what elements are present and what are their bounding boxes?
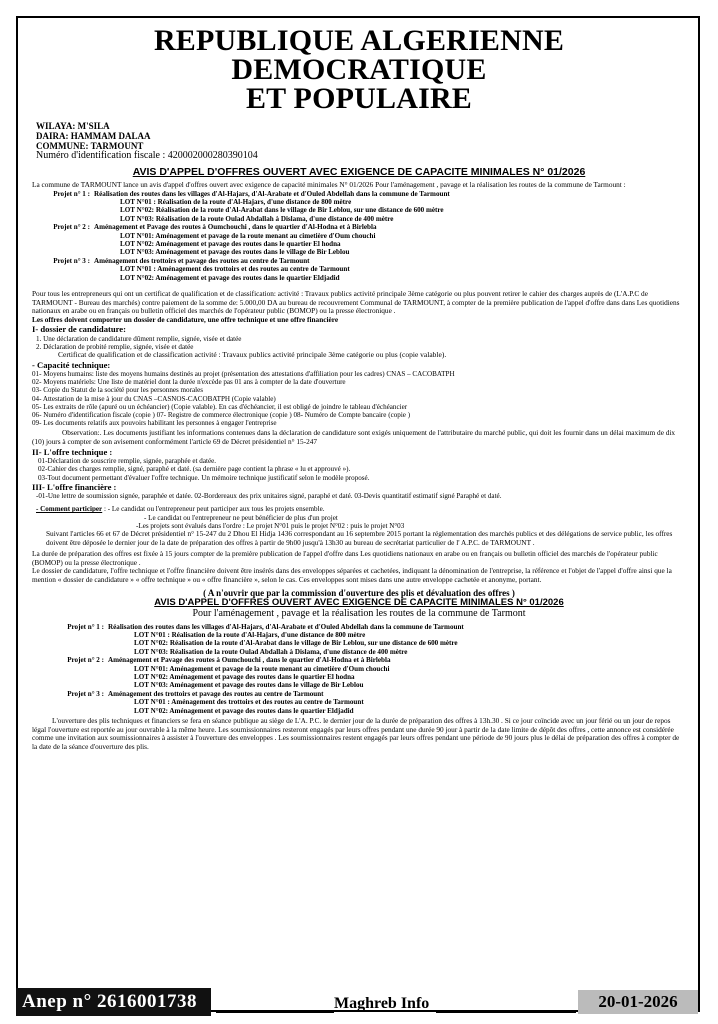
project-heading <box>32 223 686 231</box>
project-heading <box>32 257 686 265</box>
fiscal-id: Numéro d'identification fiscale : 420002000280390104 <box>36 150 258 161</box>
capacity-item: 02- Moyens matériels: Une liste de matériel dont la durée n'excède pas 01 ans à compter de la date d'ouverture <box>32 378 346 387</box>
capacity-item: 01- Moyens humains: liste des moyens humains destinés au projet (présentation des attestations d'affiliation pour les cadres) CNAS – CACOBATPH <box>32 370 455 379</box>
project-text: Aménagement des trottoirs et pavage des routes au centre de Tarmount <box>94 256 310 265</box>
commune: COMMUNE: TARMOUNT <box>36 141 144 151</box>
admin-info <box>36 121 686 161</box>
projects-list <box>32 190 686 282</box>
project-heading <box>32 690 686 698</box>
project-lot: LOT N°02: Aménagement et pavage des routes dans le quartier Eldjadid <box>120 273 340 282</box>
project-lot: LOT N°03: Réalisation de la route Oulad Abdallah à Dislama, d'une distance de 400 mètre <box>134 647 408 656</box>
commission-notice: ( A n'ouvrir que par la commission d'ouverture des plis et dévaluation des offres ) <box>203 587 515 598</box>
title-line-1: REPUBLIQUE ALGERIENNE DEMOCRATIQUE <box>153 24 565 86</box>
project-lot: LOT N°02: Aménagement et pavage des routes dans le quartier Eldjadid <box>134 706 354 715</box>
daira: DAIRA: HAMMAM DALAA <box>36 131 151 141</box>
financial-offer-items: -01-Une lettre de soumission signée, paraphée et datée. 02-Bordereaux des prix unitaires signé, paraphé et daté. 03-Devis quantitatif estimatif signé Paraphé et daté. <box>36 492 502 501</box>
project-label: Projet n° 1 : <box>67 622 104 631</box>
capacity-item: 05- Les extraits de rôle (apuré ou un échéancier) (Copie valable). En cas d'échéancier, il est obligé de joindre le tableau d'échéancier <box>32 402 408 411</box>
preparation-duration: La durée de préparation des offres est fixée à 15 jours compter de la première publication de l'appel d'offre dans Les quotidiens nationaux en arabe ou en français ou bulletin officiel des marchés de l'opérateur public (BOMOP) ou la presse électronique . <box>32 549 658 567</box>
participation-rule: - Le candidat ou l'entrepreneur ne peut bénéficier de plus d'un projet <box>144 513 338 522</box>
technical-offer-item: 02-Cahier des charges remplie, signé, paraphé et daté. (sa dernière page contient la phrase « lu et approuvé »). <box>38 465 351 474</box>
project-text: Aménagement et Pavage des routes à Oumchouchi , dans le quartier d'Al-Hodna et à Birlebla <box>108 656 391 665</box>
project-text: Réalisation des routes dans les villages d'Al-Hajars, d'Al-Arabate et d'Ouled Abdellah dans la commune de Tarmount <box>108 622 464 631</box>
capacity-item: 03- Copie du Statut de la société pour les personnes morales <box>32 386 203 395</box>
project-text: Réalisation des routes dans les villages d'Al-Hajars, d'Al-Arabate et d'Ouled Abdellah dans la commune de Tarmount <box>94 189 450 198</box>
project-lot: LOT N°03: Aménagement et pavage des routes dans le village de Bir Leblou <box>120 248 350 257</box>
envelopes-paragraph: Le dossier de candidature, l'offre technique et l'offre financière doivent être insérés dans des enveloppes séparées et cachetées, indiquant la dénomination de l'entreprise, la référence et l'objet de l'appel d'offre ainsi que la mention « dossier de candidature » « offre technique » ou « offre financière », selon le cas. Ces enveloppes sont mises dans une autre enveloppe cachetée et anonyme, portant. <box>32 566 672 585</box>
republic-title <box>32 26 686 113</box>
candidature-item: 1. Une déclaration de candidature dûment remplie, signée, visée et datée <box>36 334 242 343</box>
section-technical-offer: II- L'offre technique : <box>32 446 113 457</box>
project-lot: LOT N°01: Aménagement et pavage de la route menant au cimetière d'Oum chouchi <box>120 231 376 240</box>
project-lot: LOT N°01 : Aménagement des trottoirs et des routes au centre de Tarmount <box>120 265 350 274</box>
project-lot: LOT N°01 : Aménagement des trottoirs et des routes au centre de Tarmount <box>134 698 364 707</box>
section-financial-offer: III- L'offre financière : <box>32 481 117 492</box>
project-label: Projet n° 2 : <box>53 223 90 232</box>
candidature-item: 2. Déclaration de probité remplie, signée, visée et datée <box>36 343 194 352</box>
participation-rule: : - Le candidat ou l'entrepreneur peut participer aux tous les projets ensemble. <box>103 505 325 514</box>
publication-date: 20-01-2026 <box>578 990 698 1014</box>
footer-rule-left <box>216 1012 334 1013</box>
project-lot: LOT N°01 : Réalisation de la route d'Al-Hajars, d'une distance de 800 mètre <box>120 198 352 206</box>
offers-composition: Les offres doivent comporter un dossier de candidature, une offre technique et une offre financière <box>32 314 339 324</box>
title-line-2: ET POPULAIRE <box>245 82 473 115</box>
wilaya: WILAYA: M'SILA <box>36 121 110 131</box>
capacity-item: 09- Les documents relatifs aux pouvoirs habilitant les personnes à engager l'entreprise <box>32 419 277 428</box>
project-lot: LOT N°02: Réalisation de la route d'Al-Arabat dans le village de Bir Leblou, sur une distance de 600 mètre <box>120 206 444 215</box>
project-label: Projet n° 3 : <box>67 689 104 698</box>
participation-rule: -Les projets sont évalués dans l'ordre : Le projet N°01 puis le projet N°02 : puis le projet N°03 <box>136 521 405 530</box>
participation-paragraph: Pour tous les entrepreneurs qui ont un certificat de qualification et de classification: activité : Travaux publics activité principale 3ème catégorie ou plus pouvent retirer le cahier des charges auprès de (L'A.P.C de TARMOUNT - Bureau des marchés) contre paiement de la somme de: 5.000,00 DA au bureau de recouvrement Communal de TARMOUNT, à compter de la première publication de l'appel d'offre dans dans Les quotidiens nationaux en arabe ou en français ou bulletin officiel des marchés de l'opérateur public (BOMOP) ou la presse électronique . <box>32 289 680 316</box>
avis-intro: La commune de TARMOUNT lance un avis d'appel d'offres ouvert avec exigence de capacité minimales N° 01/2026 Pour l'aménagement , pavage et la réalisation les routes de la commune de Tarmount : <box>32 180 626 189</box>
project-heading <box>32 190 686 198</box>
articles-paragraph: Suivant l'articles 66 et 67 de Décret présidentiel n° 15-247 du 2 Dhou El Hidja 1436 correspondant au 16 septembre 2015 portant la réglementation des marchés publics et des délégations de service public, les offres doivent être déposée le dernier jour de la date de préparation des offres à partir de 9h00 jusqu'à 13h30 au bureau de secrétariat particulier de l' A.P.C. de TARMOUNT . <box>46 529 673 547</box>
newspaper-name: Maghreb Info <box>334 995 430 1012</box>
avis-title-repeat: AVIS D'APPEL D'OFFRES OUVERT AVEC EXIGENCE DE CAPACITE MINIMALES N° 01/2026 <box>154 596 564 608</box>
closing-paragraph: L'ouverture des plis techniques et financiers se fera en séance publique au siège de L'A. P.C. le dernier jour de la durée de préparation des offres à 13h.30 . Si ce jour coïncide avec un jour férié ou un jour de repos légal l'ouverture est reportée au jour ouvrable à la même heure. Les soumissionnaires resteront engagés par leurs offres pendant une durée 90 jour à partir de la date limite de dépôt des offres , cette annonce est considérée comme une invitation aux soumissionnaires à assister à l'ouverture des enveloppes . Les soumissionnaires restent engagés par leurs offres pendant une période de 90 jours plus le délai de préparation des offres à compter de la date de la séance d'ouverture des plis. <box>32 716 680 751</box>
section-technical-capacity: - Capacité technique: <box>32 359 111 370</box>
capacity-item: 04- Attestation de la mise à jour du CNAS –CASNOS-CACOBATPH (Copie valable) <box>32 394 276 403</box>
capacity-item: 06- Numéro d'identification fiscale (copie ) 07- Registre de commerce électronique (copie ) 08- Numéro de Compte bancaire (copie ) <box>32 411 411 420</box>
project-label: Projet n° 3 : <box>53 256 90 265</box>
project-label: Projet n° 1 : <box>53 189 90 198</box>
project-heading <box>32 623 686 631</box>
project-label: Projet n° 2 : <box>67 656 104 665</box>
anep-number: Anep n° 2616001738 <box>16 988 211 1016</box>
project-lot: LOT N°03: Réalisation de la route Oulad Abdallah à Dislama, d'une distance de 400 mètre <box>120 214 394 223</box>
technical-offer-item: 03-Tout document permettant d'évaluer l'offre technique. Un mémoire technique justificatif selon le modèle proposé. <box>38 473 370 482</box>
project-heading <box>32 656 686 664</box>
section-candidature: I- dossier de candidature: <box>32 324 126 335</box>
observation: Observation:. Les documents justifiant les informations contenues dans la déclaration de candidature sont exigés uniquement de l'attributaire du marché public, qui doit les fournir dans un délai maximum de dix (10) jours à compter de son avisement conformément l'article 69 de Décret présidentiel n° 15-247 <box>32 428 676 447</box>
project-lot: LOT N°01 : Réalisation de la route d'Al-Hajars, d'une distance de 800 mètre <box>134 631 366 640</box>
project-text: Aménagement et Pavage des routes à Oumchouchi , dans le quartier d'Al-Hodna et à Birlebla <box>94 223 377 232</box>
project-lot: LOT N°03: Aménagement et pavage des routes dans le village de Bir Leblou <box>134 681 364 690</box>
project-lot: LOT N°01: Aménagement et pavage de la route menant au cimetière d'Oum chouchi <box>134 664 390 673</box>
avis-subtitle-repeat: Pour l'aménagement , pavage et la réalisation les routes de la commune de Tarmont <box>192 607 526 619</box>
project-lot: LOT N°02: Réalisation de la route d'Al-Arabat dans le village de Bir Leblou, sur une distance de 600 mètre <box>134 639 458 648</box>
technical-offer-item: 01-Déclaration de souscrire remplie, signée, paraphée et datée. <box>38 457 217 466</box>
how-to-participate <box>32 505 686 513</box>
project-lot: LOT N°02: Aménagement et pavage des routes dans le quartier El hodna <box>120 240 341 249</box>
avis-title: AVIS D'APPEL D'OFFRES OUVERT AVEC EXIGENCE DE CAPACITE MINIMALES N° 01/2026 <box>132 166 586 178</box>
project-text: Aménagement des trottoirs et pavage des routes au centre de Tarmount <box>108 689 324 698</box>
how-to-participate-label: - Comment participer <box>36 505 103 514</box>
project-lot: LOT N°02: Aménagement et pavage des routes dans le quartier El hodna <box>134 673 355 682</box>
footer-rule-right <box>436 1012 576 1013</box>
projects-list-repeat <box>32 623 686 715</box>
footer <box>16 988 700 1018</box>
certificate-line: Certificat de qualification et de classification activité : Travaux publics activité principale 3ème catégorie ou plus (copie valable). <box>58 350 447 360</box>
notice-page <box>16 16 700 1012</box>
